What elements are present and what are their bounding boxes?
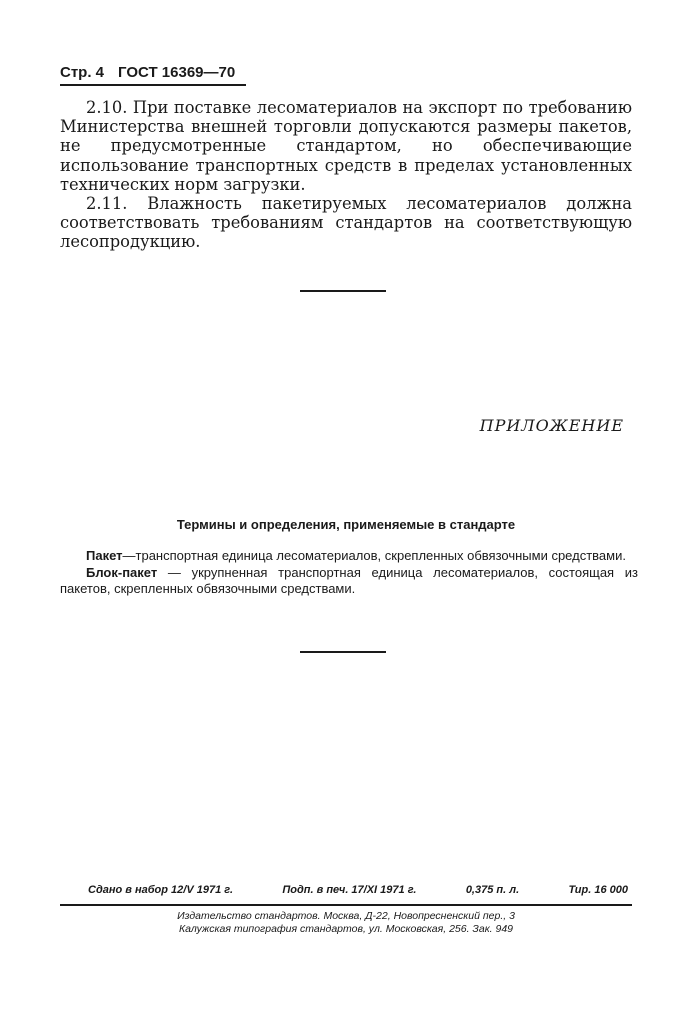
terms-heading: Термины и определения, применяемые в стандарте [176, 517, 516, 532]
imprint-sheets: 0,375 п. л. [465, 884, 520, 896]
imprint-signed: Подп. в печ. 17/XI 1971 г. [282, 884, 417, 896]
end-divider [300, 651, 386, 653]
imprint-rule [60, 904, 632, 906]
section-divider [300, 290, 386, 292]
term-name: Пакет [86, 548, 123, 563]
appendix-label: ПРИЛОЖЕНИЕ [479, 416, 624, 435]
term-item [60, 565, 638, 598]
page-header [60, 64, 246, 86]
term-definition: — укрупненная транспортная единица лесоматериалов, состоящая из пакетов, скрепленных обвязочными средствами. [60, 564, 638, 596]
term-name: Блок-пакет [86, 564, 158, 580]
publisher-address: Издательство стандартов. Москва, Д-22, Новопресненский пер., 3 [177, 910, 515, 922]
term-item [60, 548, 638, 565]
standard-number: ГОСТ 16369—70 [118, 64, 236, 81]
publisher-info [60, 910, 632, 936]
term-definition: —транспортная единица лесоматериалов, скрепленных обвязочными средствами. [122, 548, 626, 563]
terms-list [60, 548, 638, 598]
imprint-print-run: Тир. 16 000 [568, 884, 628, 896]
paragraph-2-10: 2.10. При поставке лесоматериалов на экспорт по требованию Министерства внешней торговли допускаются размеры пакетов, не предусмотренные стандартом, но обеспечивающие использование транспортных средств в пределах установленных технических норм загрузки. [60, 98, 632, 194]
body-text [60, 98, 632, 252]
imprint-line [88, 884, 628, 896]
imprint-submitted: Сдано в набор 12/V 1971 г. [88, 884, 234, 896]
page-number: Стр. 4 [60, 64, 105, 81]
paragraph-2-11: 2.11. Влажность пакетируемых лесоматериалов должна соответствовать требованиям стандартов на соответствующую лесопродукцию. [60, 194, 632, 252]
printer-address: Калужская типография стандартов, ул. Московская, 256. Зак. 949 [178, 923, 514, 935]
